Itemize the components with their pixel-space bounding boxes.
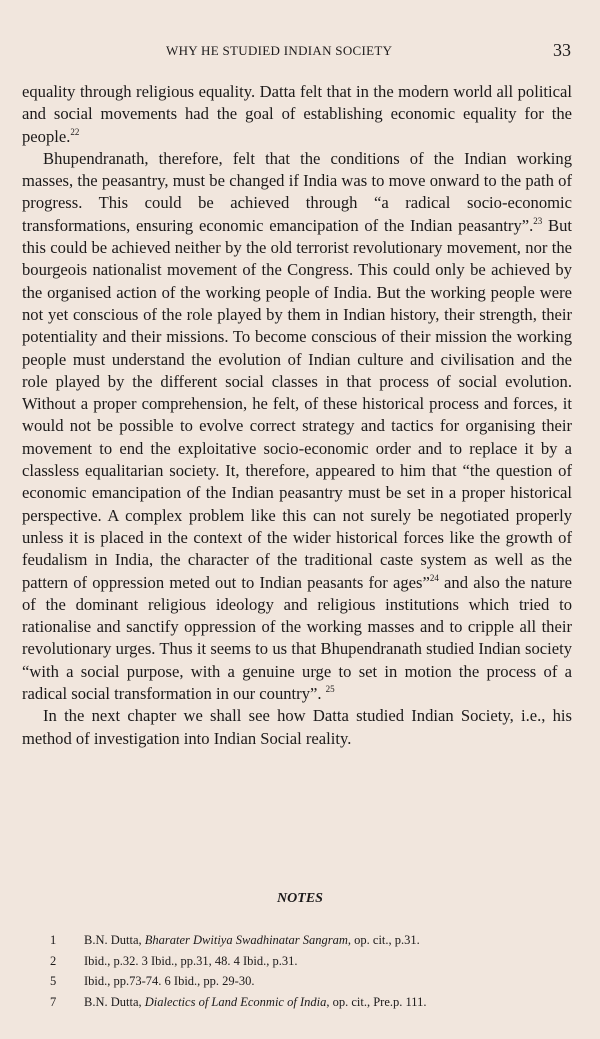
note-text-part: B.N. Dutta, [84, 933, 145, 947]
footnote-ref: 23 [533, 215, 543, 226]
paragraph-text: Bhupendranath, therefore, felt that the conditions of the Indian working masses, the peasantry, must be changed if India was to move onward to the path of progress. This could be achieved through “a radical socio-economic transformations, ensuring economic emancipation of the Indian peasantry”. [22, 148, 572, 235]
notes-heading: NOTES [277, 891, 323, 906]
note-title: Dialectics of Land Econmic of India [144, 994, 327, 1009]
paragraph-text: equality through religious equality. Datta felt that in the modern world all political and social movements had the goal of establishing economic equality for the people. [22, 82, 572, 146]
note-text-part: Ibid., pp.73-74. 6 Ibid., pp. 29-30. [84, 974, 255, 988]
note-text-part: , op. cit., Pre.p. 111. [326, 994, 427, 1009]
page-header [0, 40, 600, 70]
footnote-ref: 24 [429, 572, 439, 583]
note-item [50, 951, 570, 972]
note-text [84, 930, 570, 951]
paragraph-text: But this could be achieved neither by the old terrorist revolutionary movement, nor the bourgeois nationalist movement of the Congress. This could only be achieved by the organised action of the working people of India. But the working people were not yet conscious of the role played by them in Indian history, their strength, their potentiality and their missions. To become conscious of their mission the working people must understand the evolution of Indian culture and civilisation and the role played by the different social classes in that process of social evolution. Without a proper comprehension, he felt, of these historical process and forces, it would not be possible to evolve correct strategy and tactics for organising their movement to end the exploitative socio-economic order and to replace it by a classless equalitarian society. It, therefore, appeared to him that “the question of economic emancipation of the Indian peasantry must be set in a proper historical perspective. A complex problem like this can not surely be negotiated properly unless it is placed in the context of the wider historical forces like the growth of feudalism in India, the character of the traditional caste system as well as the pattern of oppression meted out to Indian peasants for ages” [22, 215, 573, 592]
notes-list [50, 930, 570, 1012]
footnote-ref: 25 [325, 684, 335, 695]
note-text-part: Ibid., p.32. 3 Ibid., pp.31, 48. 4 Ibid., p.31. [84, 953, 298, 968]
note-text [84, 971, 570, 992]
footnote-ref: 22 [70, 126, 80, 137]
paragraph-text: In the next chapter we shall see how Datta studied Indian Society, i.e., his method of investigation into Indian Social reality. [22, 706, 572, 748]
note-number: 1 [50, 933, 57, 947]
note-text [84, 951, 570, 972]
running-head: WHY HE STUDIED INDIAN SOCIETY [166, 43, 393, 58]
note-item [50, 992, 570, 1013]
note-text-part: , op. cit., p.31. [347, 933, 420, 947]
note-item [50, 971, 570, 992]
paragraph [22, 148, 572, 705]
note-number: 7 [50, 994, 57, 1009]
note-number: 2 [50, 953, 57, 968]
body-text [22, 81, 572, 750]
paragraph-text: and also the nature of the dominant religious ideology and religious institutions which tried to rationalise and sanctify oppression of the working masses and to cripple all their revolutionary urges. Thus it seems to us that Bhupendranath studied Indian society “with a social purpose, with a genuine urge to set in motion the process of a radical social transformation in our country”. [22, 572, 573, 704]
note-item [50, 930, 570, 951]
note-title: Bharater Dwitiya Swadhinatar Sangram [144, 933, 348, 947]
note-number: 5 [50, 974, 57, 988]
page-number: 33 [553, 40, 571, 60]
note-text [84, 992, 570, 1013]
paragraph [22, 81, 572, 148]
note-text-part: B.N. Dutta, [84, 994, 145, 1009]
paragraph [22, 705, 572, 750]
